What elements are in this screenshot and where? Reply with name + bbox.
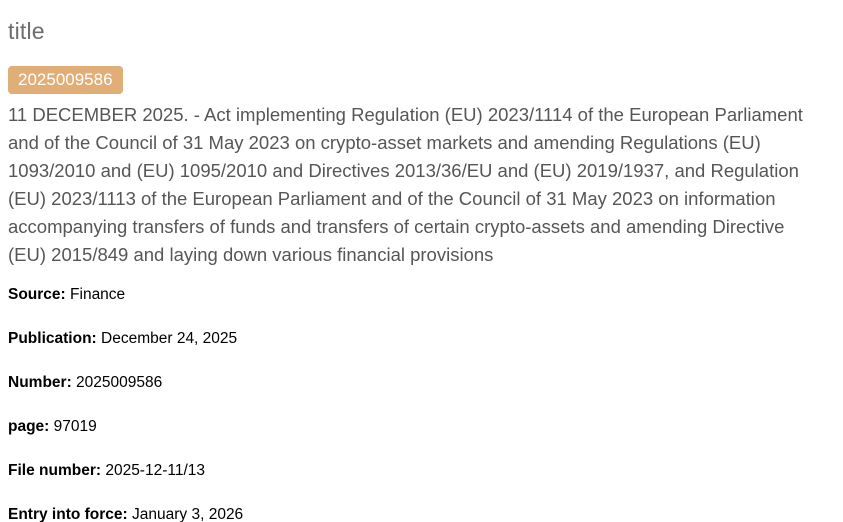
meta-label-page: page:: [8, 418, 50, 435]
meta-label-number: Number:: [8, 374, 72, 391]
document-title-text: 11 DECEMBER 2025. - Act implementing Regulation (EU) 2023/1114 of the European Parliament and of the Council of 31 May 2023 on crypto-asset markets and amending Regulations (EU) 1093/2010 and (EU) 1095/2010 and Directives 2013/36/EU and (EU) 2019/1937, and Regulation (EU) 2023/1113 of the European Parliament and of the Council of 31 May 2023 on information accompanying transfers of funds and transfers of certain crypto-assets and amending Directive (EU) 2015/849 and laying down various financial provisions: [8, 104, 803, 265]
meta-value-number: 2025009586: [76, 374, 163, 391]
meta-row-source: [8, 287, 835, 303]
meta-row-entry-into-force: [8, 507, 835, 522]
meta-value-source: Finance: [70, 286, 126, 303]
meta-label-source: Source:: [8, 286, 66, 303]
meta-value-file-number: 2025-12-11/13: [105, 462, 206, 479]
document-number-badge: 2025009586: [8, 66, 123, 94]
meta-row-number: [8, 375, 835, 391]
meta-value-publication: December 24, 2025: [101, 330, 238, 347]
meta-label-file-number: File number:: [8, 462, 102, 479]
meta-row-publication: [8, 331, 835, 347]
meta-row-file-number: [8, 463, 835, 479]
metadata-list: [8, 287, 835, 522]
meta-label-publication: Publication:: [8, 330, 97, 347]
meta-value-page: 97019: [53, 418, 97, 435]
section-heading-title: title: [8, 18, 45, 44]
meta-label-entry-into-force: Entry into force:: [8, 506, 128, 522]
meta-value-entry-into-force: January 3, 2026: [132, 506, 244, 522]
meta-row-page: [8, 419, 835, 435]
